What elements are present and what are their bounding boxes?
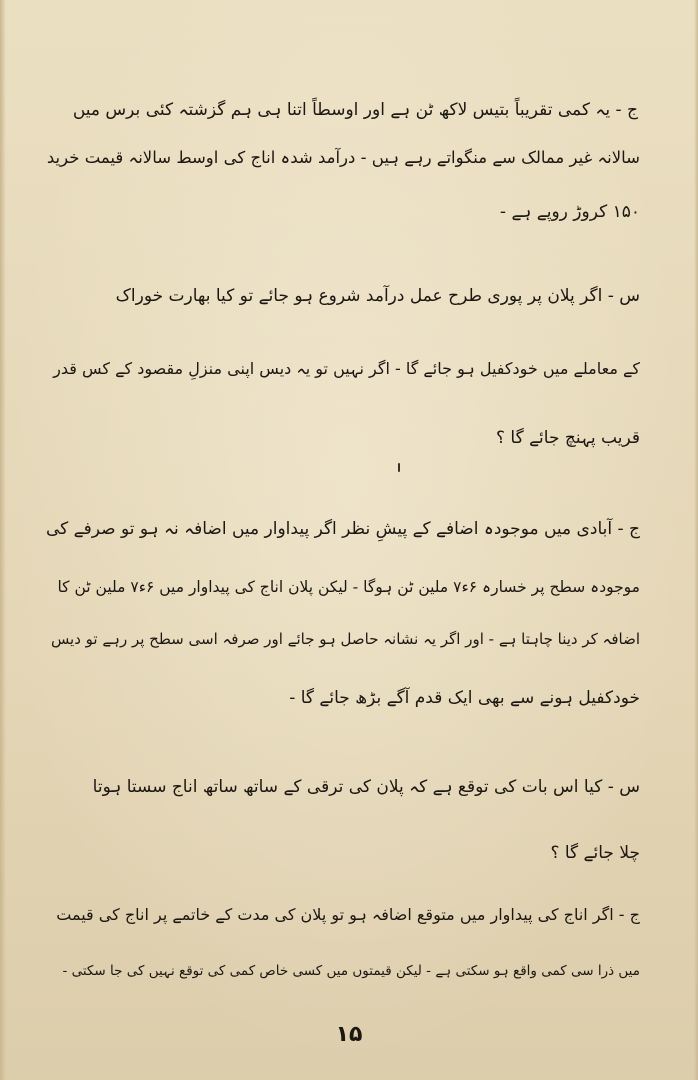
answer-2-line-2: موجودہ سطح پر خسارہ ۶ء۷ ملین ٹن ہوگا - لیکن پلان اناج کی پیداوار میں ۶ء۷ ملین ٹن کا	[57, 578, 640, 596]
page-number: ۱۵	[335, 1022, 363, 1047]
answer-2-line-4: خودکفیل ہونے سے بھی ایک قدم آگے بڑھ جائے گا -	[289, 688, 640, 708]
page-edge-right	[694, 0, 698, 1080]
page-edge-left	[0, 0, 6, 1080]
answer-1-line-2: سالانہ غیر ممالک سے منگواتے رہے ہیں - درآمد شدہ اناج کی اوسط سالانہ قیمت خرید	[46, 148, 640, 167]
question-3-line-2: چلا جائے گا ؟	[550, 843, 640, 863]
answer-1-line-1: ج - یہ کمی تقریباً بتیس لاکھ ٹن ہے اور اوسطاً اتنا ہی ہم گزشتہ کئی برس میں	[72, 100, 638, 120]
answer-3-line-2: میں ذرا سی کمی واقع ہو سکتی ہے - لیکن قیمتوں میں کسی خاص کمی کی توقع نہیں کی جا سکتی -	[62, 963, 640, 979]
answer-2-line-1: ج - آبادی میں موجودہ اضافے کے پیشِ نظر اگر پیداوار میں اضافہ نہ ہو تو صرفے کی	[45, 519, 640, 539]
question-2-line-2: کے معاملے میں خودکفیل ہو جائے گا - اگر نہیں تو یہ دیس اپنی منزلِ مقصود کے کس قدر	[53, 359, 640, 378]
answer-1-line-3: ۱۵۰ کروڑ روپے ہے -	[499, 202, 640, 222]
answer-3-line-1: ج - اگر اناج کی پیداوار میں متوقع اضافہ ہو تو پلان کی مدت کے خاتمے پر اناج کی قیمت	[56, 905, 640, 924]
question-2-line-3: قریب پہنچ جائے گا ؟	[495, 428, 640, 448]
question-2-line-1: س - اگر پلان پر پوری طرح عمل درآمد شروع ہو جائے تو کیا بھارت خوراک	[115, 286, 640, 306]
ink-mark	[398, 463, 400, 472]
question-3-line-1: س - کیا اس بات کی توقع ہے کہ پلان کی ترقی کے ساتھ ساتھ اناج سستا ہوتا	[92, 777, 640, 797]
answer-2-line-3: اضافہ کر دینا چاہتا ہے - اور اگر یہ نشانہ حاصل ہو جائے اور صرفہ اسی سطح پر رہے تو دیس	[50, 630, 640, 648]
